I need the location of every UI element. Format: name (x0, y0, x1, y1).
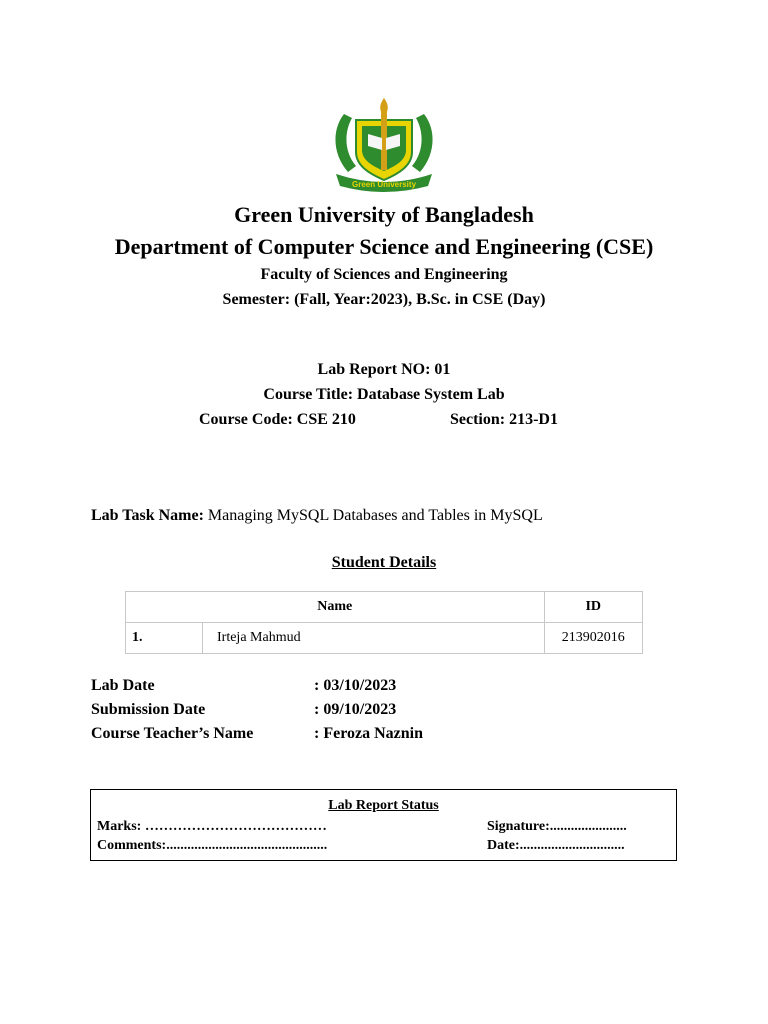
comments-field: Comments:.............................................. (97, 838, 328, 853)
signature-field: Signature:...................... (487, 819, 627, 834)
id-column-header: ID (544, 592, 642, 623)
section: Section: 213-D1 (450, 411, 558, 428)
name-column-header: Name (126, 592, 545, 623)
semester-info: Semester: (Fall, Year:2023), B.Sc. in CSE (Day) (222, 291, 546, 308)
faculty-name: Faculty of Sciences and Engineering (260, 266, 508, 283)
department-name: Department of Computer Science and Engineering (CSE) (114, 234, 654, 259)
table-row (126, 623, 643, 654)
status-title: Lab Report Status (328, 798, 439, 813)
submission-date-label: Submission Date (91, 701, 206, 718)
student-details-table (125, 591, 643, 654)
course-title: Course Title: Database System Lab (263, 386, 505, 403)
student-name: Irteja Mahmud (203, 623, 545, 654)
left-leaf-wreath (335, 114, 356, 172)
marks-field: Marks: ………………………………… (97, 819, 327, 834)
table-header-row (126, 592, 643, 623)
lab-task-label: Lab Task Name: (91, 507, 204, 524)
lab-report-number: Lab Report NO: 01 (317, 361, 451, 378)
right-leaf-wreath (412, 114, 433, 172)
university-logo (326, 94, 442, 194)
student-id: 213902016 (544, 623, 642, 654)
university-name: Green University of Bangladesh (234, 202, 534, 227)
course-teacher-value: : Feroza Naznin (314, 725, 424, 742)
lab-task-value: Managing MySQL Databases and Tables in MySQL (207, 507, 543, 524)
submission-date-value: : 09/10/2023 (314, 701, 397, 718)
ribbon-text: Green University (351, 180, 417, 189)
course-code: Course Code: CSE 210 (199, 411, 356, 428)
row-number: 1. (126, 623, 203, 654)
student-details-title: Student Details (331, 554, 437, 571)
date-field: Date:.............................. (487, 838, 625, 853)
lab-date-value: : 03/10/2023 (314, 677, 397, 694)
lab-date-label: Lab Date (91, 677, 155, 694)
lab-task (91, 507, 543, 525)
course-teacher-label: Course Teacher’s Name (91, 725, 254, 742)
lab-report-status-box (90, 789, 677, 861)
